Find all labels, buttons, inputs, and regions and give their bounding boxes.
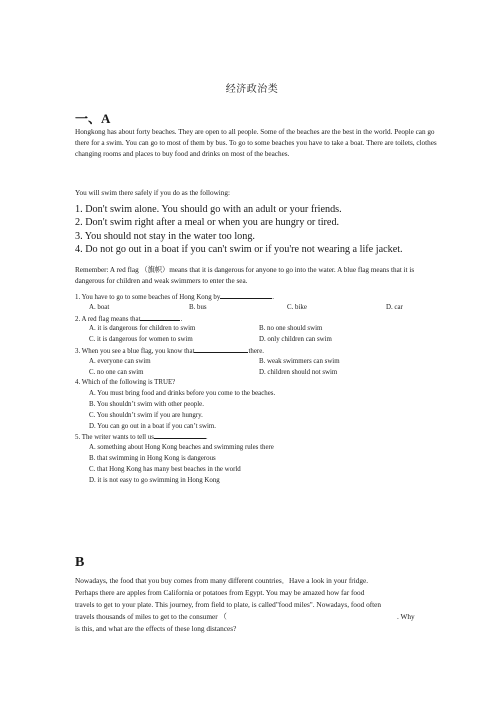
question-1-options bbox=[75, 303, 455, 314]
question-2-options-ab bbox=[75, 324, 455, 335]
question-5: 5. The writer wants to tell us . bbox=[75, 434, 208, 442]
section-a-heading: 一、A bbox=[75, 111, 111, 126]
question-3-options-cd bbox=[75, 368, 455, 379]
question-4: 4. Which of the following is TRUE? bbox=[75, 379, 176, 387]
question-4-option-c: C. You shouldn’t swim if you are hungry. bbox=[89, 411, 203, 419]
section-b-passage bbox=[75, 575, 450, 635]
option-d: D. children should not swim bbox=[259, 368, 338, 376]
option-b: B. bus bbox=[189, 303, 207, 311]
questions-block bbox=[75, 292, 455, 486]
answer-blank bbox=[140, 314, 180, 321]
question-3-options-ab bbox=[75, 357, 455, 368]
passage-line: travels to get to your plate. This journey, from field to plate, is called"food miles". Nowadays, food often bbox=[75, 600, 382, 609]
question-5-option-d: D. it is not easy to go swimming in Hong Kong bbox=[89, 476, 220, 484]
section-b-heading: B bbox=[75, 555, 85, 570]
option-a: A. it is dangerous for children to swim bbox=[89, 325, 196, 333]
question-5-option-a: A. something about Hong Kong beaches and swimming rules there bbox=[89, 444, 274, 452]
option-c: C. bike bbox=[287, 303, 307, 311]
question-4-option-a: A. You must bring food and drinks before you come to the beaches. bbox=[89, 390, 276, 398]
option-d: D. only children can swim bbox=[259, 336, 332, 344]
passage-line: Perhaps there are apples from California or potatoes from Egypt. You may be amazed how far food bbox=[75, 588, 365, 597]
option-c: C. no one can swim bbox=[89, 368, 144, 376]
rule-item: 4. Do not go out in a boat if you can't swim or if you're not wearing a life jacket. bbox=[75, 243, 403, 255]
question-2: 2. A red flag means that . bbox=[75, 315, 183, 323]
option-d: D. car bbox=[386, 303, 403, 311]
question-5-option-b: B. that swimming in Hong Kong is dangerous bbox=[89, 454, 216, 462]
page-title: 经济政治类 bbox=[225, 84, 279, 95]
option-c: C. it is dangerous for women to swim bbox=[89, 336, 193, 344]
option-b: B. weak swimmers can swim bbox=[259, 357, 340, 365]
option-b: B. no one should swim bbox=[259, 325, 323, 333]
passage-line: Nowadays, the food that you buy comes from many different countries．Have a look in your fridge. bbox=[75, 576, 369, 585]
passage-line: is this, and what are the effects of these long distances? bbox=[75, 624, 237, 633]
rule-item: 1. Don't swim alone. You should go with an adult or your friends. bbox=[75, 204, 342, 215]
answer-blank bbox=[154, 432, 206, 439]
rules-list bbox=[75, 203, 455, 256]
passage-line: travels thousands of miles to get to the consumer （ . Why bbox=[75, 612, 415, 621]
answer-blank bbox=[220, 292, 272, 299]
question-1: 1. You have to go to some beaches of Hong Kong by . bbox=[75, 294, 274, 301]
question-4-option-d: D. You can go out in a boat if you can’t swim. bbox=[89, 422, 216, 430]
section-a-lead: You will swim there safely if you do as the following: bbox=[75, 189, 230, 197]
section-a-intro: Hongkong has about forty beaches. They are open to all people. Some of the beaches are the best in the world. People can go there for a swim. You can go to most of them by bus. To go to some beaches you have to take a boat. There are toilets, clothes changing rooms and places to buy food and drinks on most of the beaches. bbox=[75, 128, 437, 158]
answer-blank bbox=[194, 346, 248, 353]
option-a: A. everyone can swim bbox=[89, 357, 151, 365]
question-3: 3. When you see a blue flag, you know that there. bbox=[75, 347, 264, 355]
rule-item: 2. Don't swim right after a meal or when you are hungry or tired. bbox=[75, 217, 340, 229]
remember-note: Remember: A red flag （旗帜）means that it is dangerous for anyone to go into the water. A blue flag means that it is dangerous for children and weak swimmers to enter the sea. bbox=[75, 266, 415, 285]
question-4-option-b: B. You shouldn’t swim with other people. bbox=[89, 400, 204, 408]
question-2-options-cd bbox=[75, 335, 455, 346]
option-a: A. boat bbox=[89, 303, 110, 311]
rule-item: 3. You should not stay in the water too long. bbox=[75, 230, 255, 242]
question-5-option-c: C. that Hong Kong has many best beaches in the world bbox=[89, 465, 241, 473]
